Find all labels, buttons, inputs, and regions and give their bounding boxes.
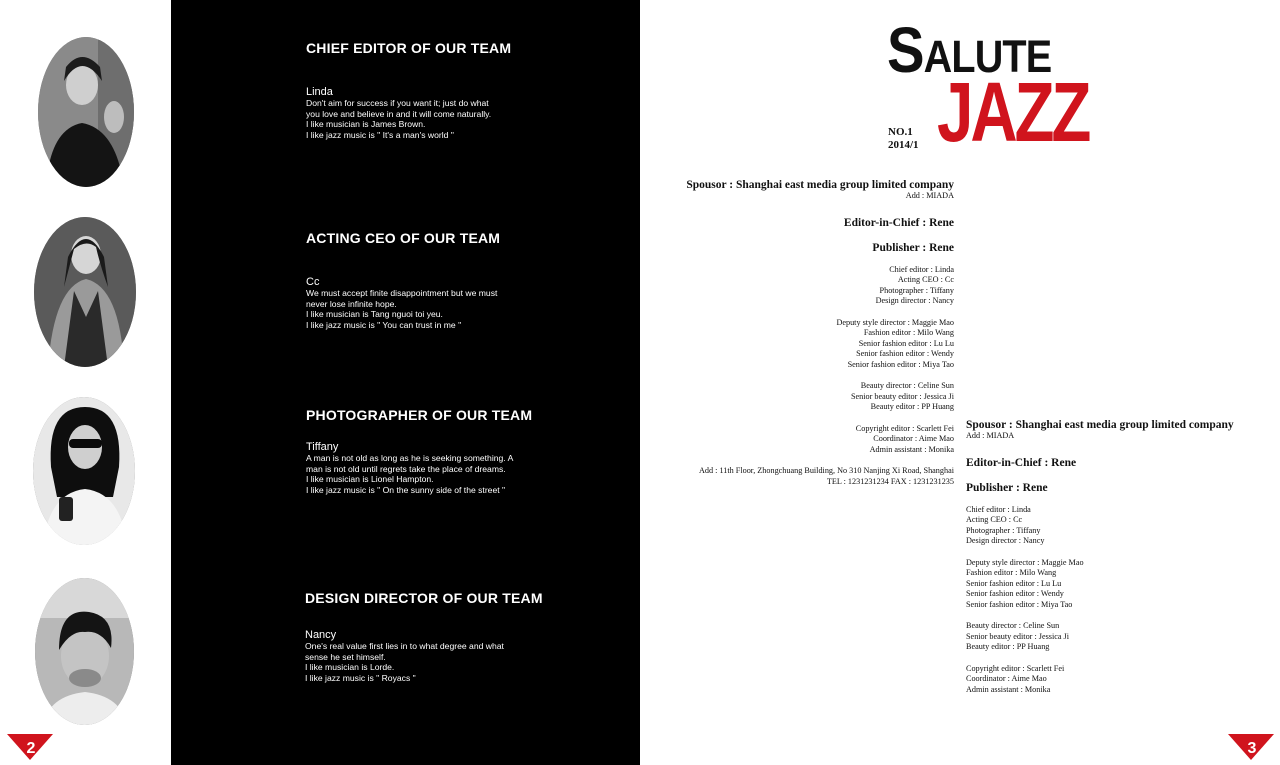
credit-line: Fashion editor : Milo Wang (966, 568, 1057, 577)
issue-info (888, 126, 919, 152)
member-line: I like jazz music is " You can trust in me " (306, 319, 462, 330)
spacer (660, 307, 954, 318)
credit-line: Senior fashion editor : Miya Tao (847, 359, 954, 369)
member-line: I like jazz music is " On the sunny side of the street " (306, 484, 506, 495)
editor-in-chief: Editor-in-Chief : Rene (966, 456, 1077, 469)
issue-number: NO.1 (888, 126, 913, 138)
credit-line: Coordinator : Aime Mao (966, 674, 1047, 683)
member-design-director (305, 590, 605, 683)
logo-salute: SALUTE (887, 14, 1052, 86)
credit-line: Chief editor : Linda (889, 264, 954, 274)
credit-line: Coordinator : Aime Mao (873, 434, 954, 443)
credit-line: Beauty editor : PP Huang (870, 402, 954, 411)
credit-line: Copyright editor : Scarlett Fei (966, 663, 1065, 673)
portrait-linda (38, 37, 134, 187)
credit-line: Acting CEO : Cc (897, 275, 954, 284)
credit-line: Photographer : Tiffany (879, 285, 954, 295)
member-line: We must accept finite disappointment but we must (306, 288, 498, 298)
credit-line: Senior fashion editor : Wendy (856, 349, 954, 358)
page-number-right: 3 (1247, 740, 1257, 757)
credit-line: Deputy style director : Maggie Mao (836, 317, 954, 327)
credit-line: Chief editor : Linda (966, 504, 1031, 514)
member-line: I like musician is Tang nguoi toi yeu. (306, 309, 443, 320)
sponsor-line: Spousor : Shanghai east media group limited company (686, 179, 954, 191)
member-heading: PHOTOGRAPHER OF OUR TEAM (306, 407, 533, 423)
credit-line: Fashion editor : Milo Wang (863, 328, 954, 337)
credit-line: Beauty director : Celine Sun (966, 621, 1060, 630)
credit-line: Admin assistant : Monika (966, 684, 1051, 694)
page-number-right-icon (1228, 734, 1274, 760)
member-photographer (306, 407, 606, 495)
credit-line: Admin assistant : Monika (869, 444, 954, 454)
credit-line: Deputy style director : Maggie Mao (966, 557, 1084, 567)
credit-line: Senior fashion editor : Miya Tao (966, 599, 1073, 609)
page-number-left: 2 (26, 740, 36, 757)
member-heading: ACTING CEO OF OUR TEAM (306, 230, 501, 246)
sponsor-address: Add : MIADA (905, 191, 954, 200)
issue-date: 2014/1 (888, 139, 919, 151)
credit-line: Design director : Nancy (875, 296, 954, 305)
spacer (966, 547, 1266, 558)
member-line: A man is not old as long as he is seeking something. A (306, 453, 514, 463)
member-chief-editor (306, 40, 606, 140)
member-line: I like jazz music is " Royacs " (305, 672, 416, 683)
credit-line: Senior beauty editor : Jessica Ji (966, 631, 1070, 641)
page-number-left-icon (7, 734, 53, 760)
credit-line: Acting CEO : Cc (966, 515, 1023, 524)
portrait-tiffany (33, 397, 135, 545)
credits-right-aligned (660, 179, 954, 487)
spacer (660, 370, 954, 381)
credit-line: Senior fashion editor : Lu Lu (966, 578, 1062, 588)
credit-line: Senior fashion editor : Lu Lu (858, 338, 954, 348)
member-name: Tiffany (306, 441, 339, 453)
spacer (660, 413, 954, 424)
member-line: Don't aim for success if you want it; just do what (306, 98, 489, 108)
member-line: you love and believe in and it will come naturally. (306, 108, 492, 119)
credit-line: Photographer : Tiffany (966, 525, 1041, 535)
logo-jazz: JAZZ (937, 65, 1089, 159)
member-line: sense he set himself. (305, 651, 386, 662)
portrait-cc (34, 217, 136, 367)
tel-fax: TEL : 1231231234 FAX : 1231231235 (826, 476, 954, 486)
credit-line: Design director : Nancy (966, 536, 1045, 545)
member-line: One's real value first lies in to what degree and what (305, 641, 504, 651)
publisher: Publisher : Rene (966, 481, 1048, 494)
credit-line: Beauty director : Celine Sun (860, 381, 954, 390)
member-line: I like musician is James Brown. (306, 119, 426, 130)
spacer (966, 653, 1266, 664)
member-line: I like jazz music is " It's a man's world " (306, 129, 454, 140)
member-line: I like musician is Lionel Hampton. (306, 474, 434, 485)
member-heading: CHIEF EDITOR OF OUR TEAM (306, 40, 512, 56)
spacer (966, 610, 1266, 621)
credit-line: Senior beauty editor : Jessica Ji (850, 391, 954, 401)
spacer (660, 455, 954, 466)
member-name: Nancy (305, 629, 337, 641)
portrait-strip (0, 0, 172, 765)
editor-in-chief: Editor-in-Chief : Rene (843, 216, 954, 229)
publisher: Publisher : Rene (872, 241, 954, 254)
team-panel (171, 0, 640, 765)
member-line: I like musician is Lorde. (305, 662, 395, 673)
member-name: Linda (306, 86, 333, 98)
sponsor-address: Add : MIADA (966, 431, 1015, 440)
credit-line: Copyright editor : Scarlett Fei (855, 423, 954, 433)
portrait-nancy (35, 578, 134, 725)
member-line: never lose infinite hope. (306, 298, 397, 309)
office-address: Add : 11th Floor, Zhongchuang Building, No 310 Nanjing Xi Road, Shanghai (699, 466, 954, 475)
member-line: man is not old until regrets take the place of dreams. (306, 463, 506, 474)
credit-line: Senior fashion editor : Wendy (966, 589, 1064, 598)
sponsor-line: Spousor : Shanghai east media group limited company (966, 419, 1234, 431)
member-heading: DESIGN DIRECTOR OF OUR TEAM (305, 590, 543, 606)
credits-left-aligned (966, 419, 1266, 695)
credit-line: Beauty editor : PP Huang (966, 642, 1050, 651)
member-name: Cc (306, 276, 320, 288)
member-acting-ceo (306, 230, 606, 330)
